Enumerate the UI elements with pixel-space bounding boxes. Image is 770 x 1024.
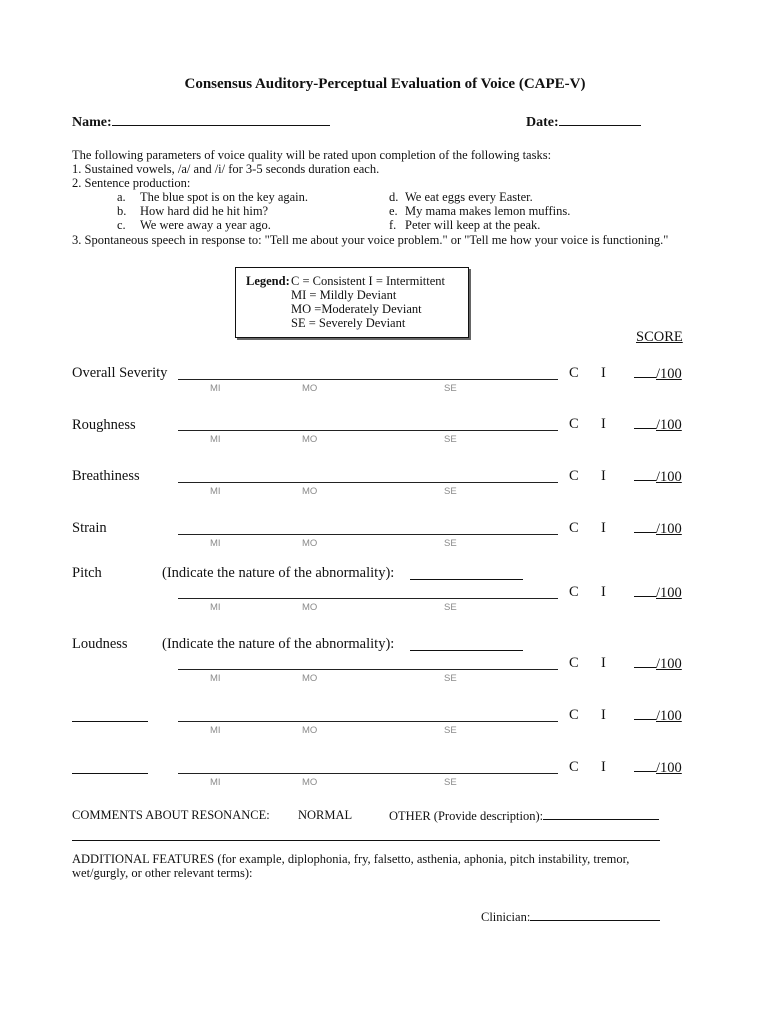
custom-parameter-blank[interactable] <box>72 773 148 774</box>
consistent-option[interactable]: C <box>569 520 579 536</box>
visual-analog-scale[interactable] <box>178 669 558 670</box>
custom-parameter-blank[interactable] <box>72 721 148 722</box>
consistent-option[interactable]: C <box>569 707 579 723</box>
additional-features-text-2: wet/gurgly, or other relevant terms): <box>72 866 253 880</box>
scale-tick-mi: MI <box>210 434 221 445</box>
legend-title: Legend: <box>246 274 290 288</box>
scale-tick-se: SE <box>444 383 457 394</box>
sentence-text: How hard did he hit him? <box>140 204 269 218</box>
scale-tick-se: SE <box>444 486 457 497</box>
score-blank[interactable] <box>634 655 656 668</box>
resonance-other-field[interactable] <box>389 808 659 824</box>
additional-features-text: ADDITIONAL FEATURES (for example, diplophonia, fry, falsetto, asthenia, aphonia, pitch instability, tremor, <box>72 852 630 866</box>
page-title: Consensus Auditory-Perceptual Evaluation of Voice (CAPE-V) <box>184 76 586 92</box>
scale-tick-mo: MO <box>302 538 318 549</box>
score-blank[interactable] <box>634 707 656 720</box>
name-field[interactable] <box>72 113 330 131</box>
scale-tick-mo: MO <box>302 434 318 445</box>
scale-tick-mi: MI <box>210 602 221 613</box>
scale-tick-se: SE <box>444 673 457 684</box>
sentence-text: We were away a year ago. <box>140 218 271 232</box>
intermittent-option[interactable]: I <box>601 365 606 381</box>
scale-tick-se: SE <box>444 434 457 445</box>
score-field[interactable] <box>634 468 682 486</box>
consistent-option[interactable]: C <box>569 759 579 775</box>
sentence-letter: d. <box>389 190 399 204</box>
resonance-label: COMMENTS ABOUT RESONANCE: <box>72 808 270 822</box>
scale-tick-mi: MI <box>210 383 221 394</box>
score-blank[interactable] <box>634 759 656 772</box>
date-field[interactable] <box>526 113 641 131</box>
intermittent-option[interactable]: I <box>601 584 606 600</box>
nature-prompt: (Indicate the nature of the abnormality): <box>162 636 395 652</box>
consistent-option[interactable]: C <box>569 468 579 484</box>
scale-tick-se: SE <box>444 725 457 736</box>
score-suffix: /100 <box>656 760 682 776</box>
visual-analog-scale[interactable] <box>178 721 558 722</box>
score-suffix: /100 <box>656 417 682 433</box>
visual-analog-scale[interactable] <box>178 430 558 431</box>
sentence-letter: f. <box>389 218 397 232</box>
task-3: 3. Spontaneous speech in response to: "Tell me about your voice problem." or "Tell me how your voice is functioning." <box>72 233 669 247</box>
score-field[interactable] <box>634 365 682 383</box>
consistent-option[interactable]: C <box>569 365 579 381</box>
parameter-label: Breathiness <box>72 468 140 484</box>
score-suffix: /100 <box>656 585 682 601</box>
score-suffix: /100 <box>656 708 682 724</box>
legend-item: SE = Severely Deviant <box>291 316 406 330</box>
nature-blank[interactable] <box>410 579 523 580</box>
scale-tick-se: SE <box>444 777 457 788</box>
intermittent-option[interactable]: I <box>601 520 606 536</box>
parameter-label: Pitch <box>72 565 102 581</box>
score-blank[interactable] <box>634 365 656 378</box>
resonance-description-line[interactable] <box>72 840 660 841</box>
visual-analog-scale[interactable] <box>178 598 558 599</box>
scale-tick-se: SE <box>444 538 457 549</box>
clinician-blank[interactable] <box>530 909 660 921</box>
nature-blank[interactable] <box>410 650 523 651</box>
sentence-letter: a. <box>117 190 126 204</box>
scale-tick-mo: MO <box>302 602 318 613</box>
intro-text: The following parameters of voice quality will be rated upon completion of the following tasks: <box>72 148 552 162</box>
intermittent-option[interactable]: I <box>601 707 606 723</box>
parameter-label: Strain <box>72 520 107 536</box>
sentence-text: My mama makes lemon muffins. <box>405 204 571 218</box>
score-field[interactable] <box>634 759 682 777</box>
score-field[interactable] <box>634 707 682 725</box>
sentence-letter: c. <box>117 218 126 232</box>
parameter-label: Loudness <box>72 636 128 652</box>
legend-item: MO =Moderately Deviant <box>291 302 422 316</box>
intermittent-option[interactable]: I <box>601 416 606 432</box>
legend-item: C = Consistent I = Intermittent <box>291 274 446 288</box>
scale-tick-mo: MO <box>302 486 318 497</box>
sentence-letter: b. <box>117 204 127 218</box>
intermittent-option[interactable]: I <box>601 655 606 671</box>
scale-tick-mi: MI <box>210 673 221 684</box>
score-blank[interactable] <box>634 584 656 597</box>
scale-tick-mi: MI <box>210 725 221 736</box>
sentence-text: The blue spot is on the key again. <box>140 190 309 204</box>
score-field[interactable] <box>634 584 682 602</box>
score-suffix: /100 <box>656 469 682 485</box>
parameter-label: Overall Severity <box>72 365 168 381</box>
score-field[interactable] <box>634 655 682 673</box>
scale-tick-mi: MI <box>210 777 221 788</box>
sentence-text: We eat eggs every Easter. <box>405 190 533 204</box>
consistent-option[interactable]: C <box>569 584 579 600</box>
legend-item: MI = Mildly Deviant <box>291 288 397 302</box>
name-label: Name: <box>72 115 112 130</box>
clinician-label: Clinician: <box>481 910 531 924</box>
intermittent-option[interactable]: I <box>601 468 606 484</box>
nature-prompt: (Indicate the nature of the abnormality): <box>162 565 395 581</box>
consistent-option[interactable]: C <box>569 416 579 432</box>
score-blank[interactable] <box>634 416 656 429</box>
name-blank[interactable] <box>112 113 330 126</box>
scale-tick-mo: MO <box>302 673 318 684</box>
visual-analog-scale[interactable] <box>178 379 558 380</box>
scale-tick-mo: MO <box>302 383 318 394</box>
score-suffix: /100 <box>656 521 682 537</box>
resonance-other-blank[interactable] <box>543 808 659 820</box>
legend-box <box>235 267 469 338</box>
task-1: 1. Sustained vowels, /a/ and /i/ for 3-5 seconds duration each. <box>72 162 380 176</box>
score-suffix: /100 <box>656 366 682 382</box>
resonance-normal[interactable]: NORMAL <box>298 808 353 822</box>
resonance-other-label: OTHER (Provide description): <box>389 809 544 823</box>
date-blank[interactable] <box>559 113 641 126</box>
scale-tick-mi: MI <box>210 538 221 549</box>
visual-analog-scale[interactable] <box>178 773 558 774</box>
parameter-label: Roughness <box>72 417 136 433</box>
score-suffix: /100 <box>656 656 682 672</box>
sentence-text: Peter will keep at the peak. <box>405 218 541 232</box>
scale-tick-mo: MO <box>302 725 318 736</box>
score-field[interactable] <box>634 416 682 434</box>
sentence-letter: e. <box>389 204 398 218</box>
score-field[interactable] <box>634 520 682 538</box>
scale-tick-mi: MI <box>210 486 221 497</box>
date-label: Date: <box>526 115 559 130</box>
score-header: SCORE <box>636 329 683 345</box>
clinician-field[interactable] <box>481 909 660 925</box>
scale-tick-mo: MO <box>302 777 318 788</box>
score-blank[interactable] <box>634 520 656 533</box>
intermittent-option[interactable]: I <box>601 759 606 775</box>
visual-analog-scale[interactable] <box>178 482 558 483</box>
task-2: 2. Sentence production: <box>72 176 191 190</box>
score-blank[interactable] <box>634 468 656 481</box>
visual-analog-scale[interactable] <box>178 534 558 535</box>
scale-tick-se: SE <box>444 602 457 613</box>
consistent-option[interactable]: C <box>569 655 579 671</box>
